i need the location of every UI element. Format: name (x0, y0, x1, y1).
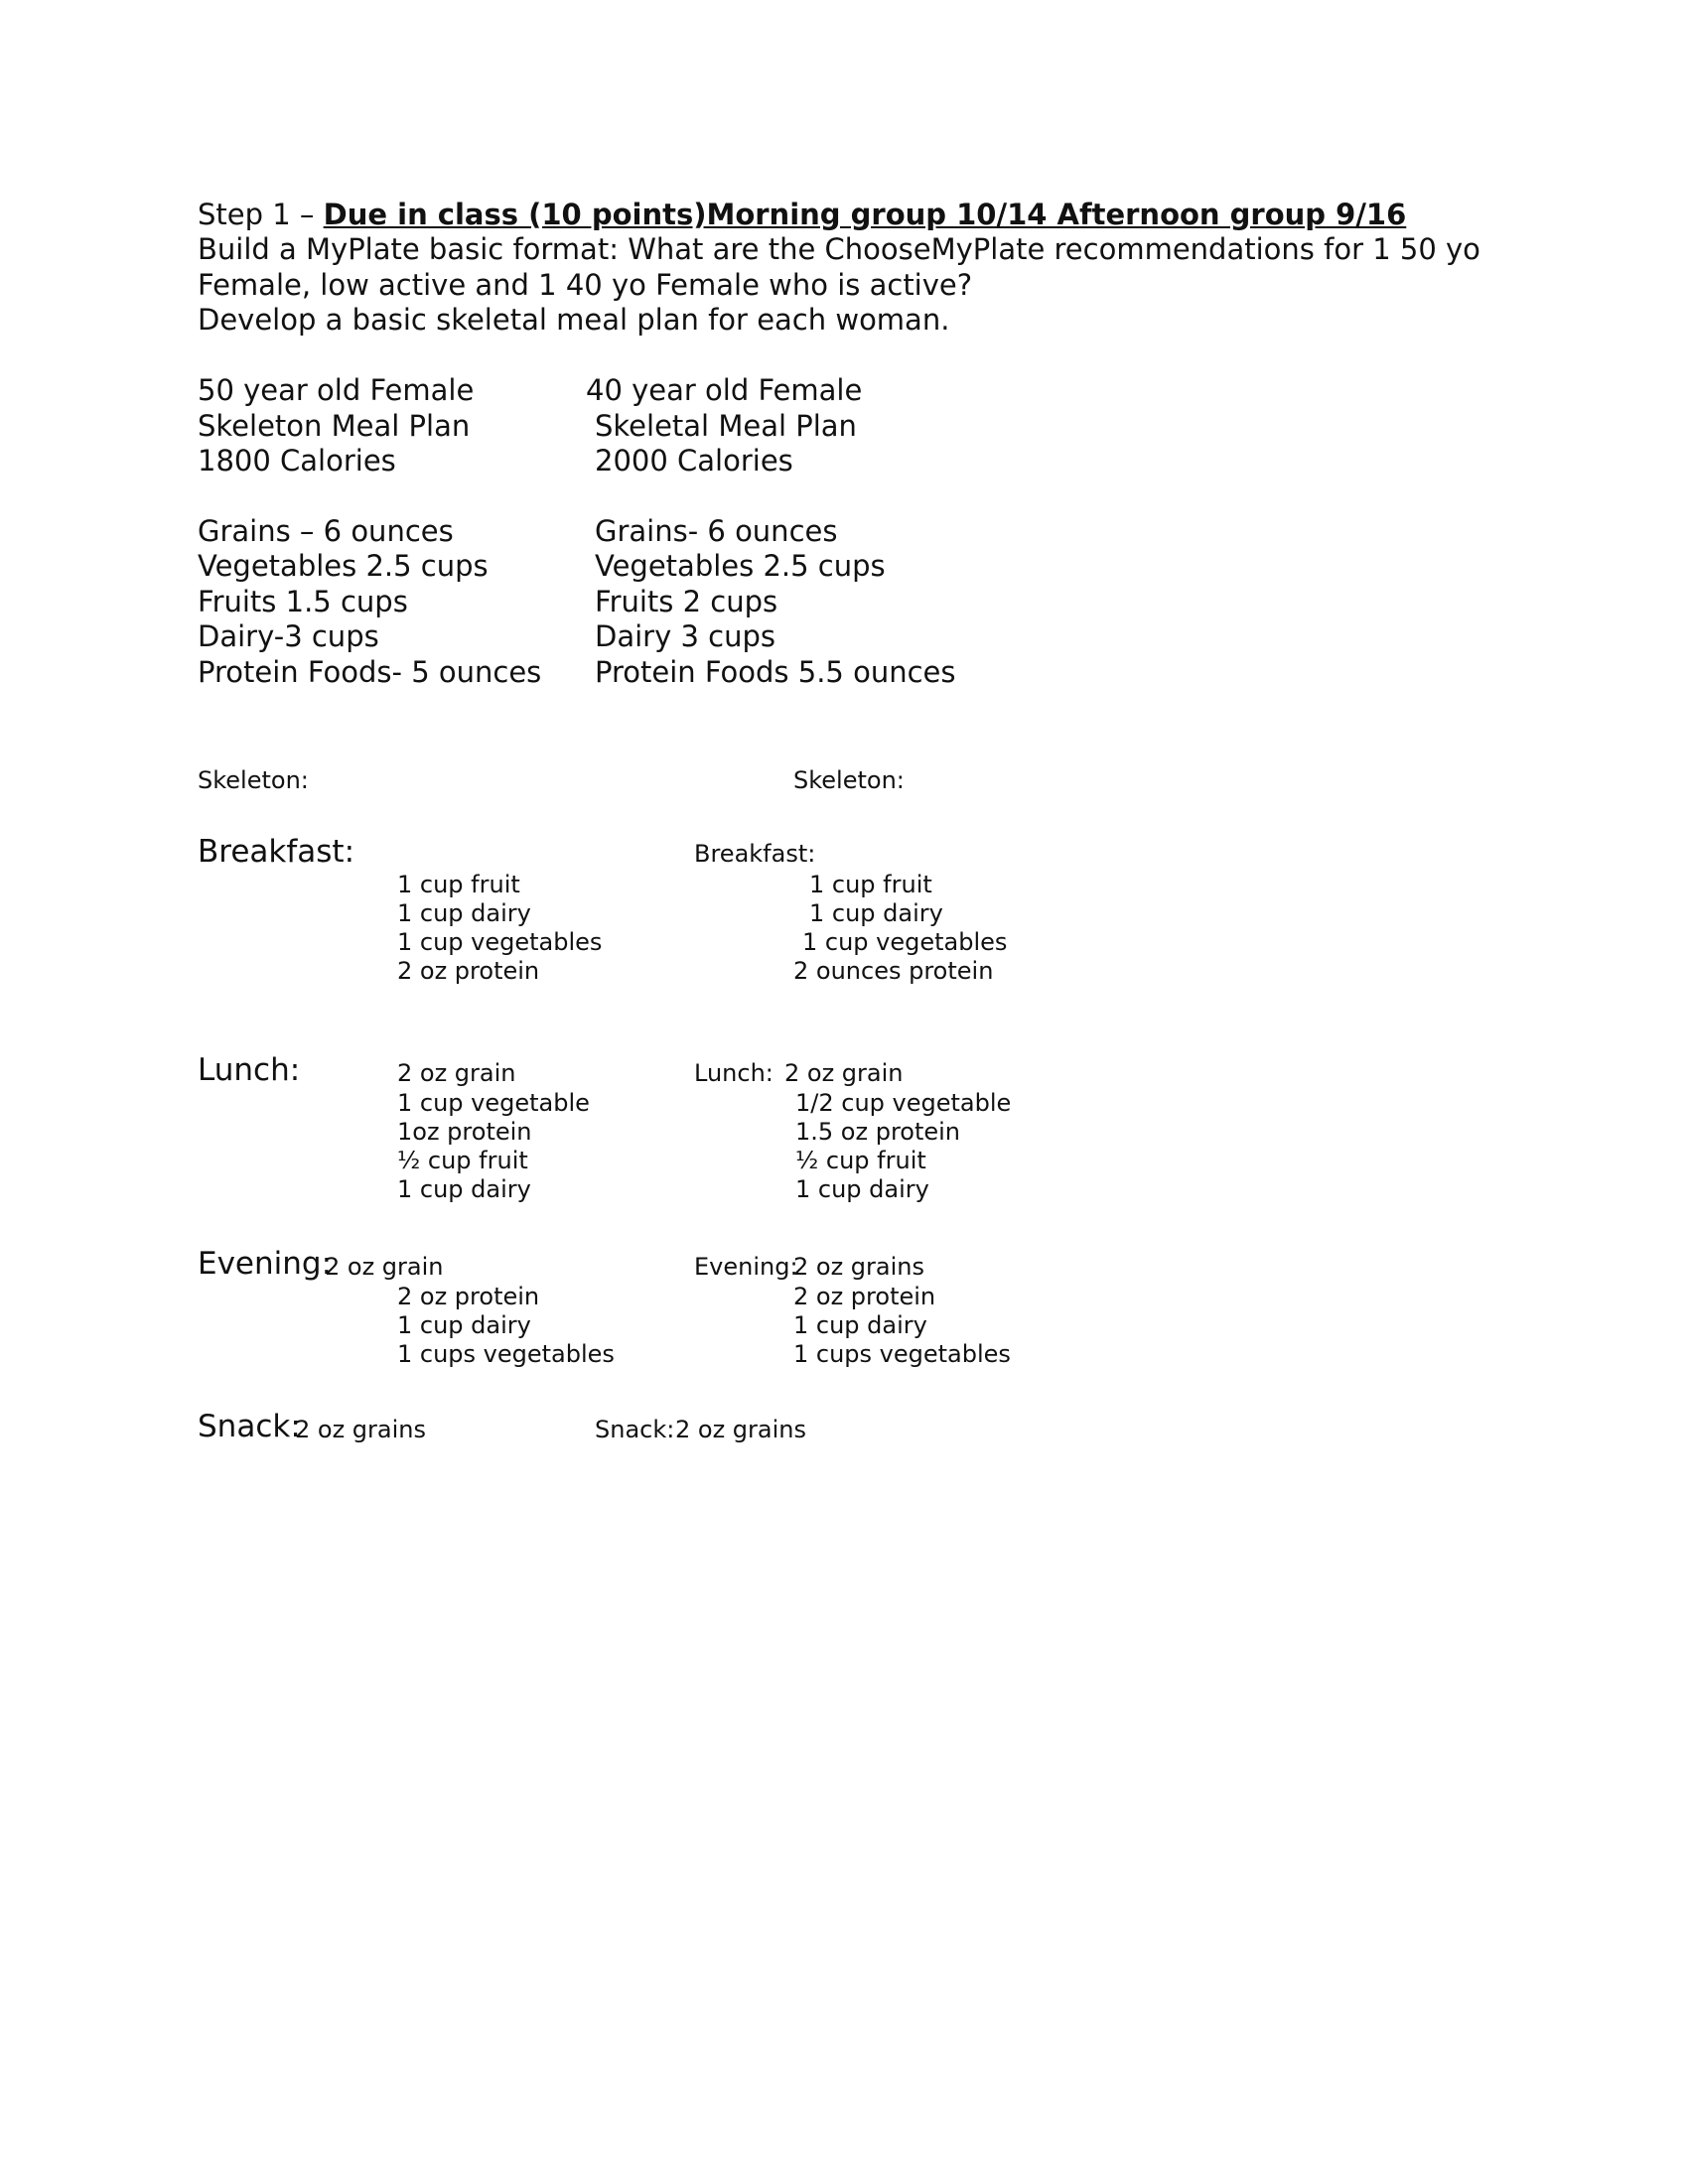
right-evening-item: 1 cups vegetables (793, 1340, 1011, 1368)
left-breakfast-item: 1 cup fruit (397, 871, 520, 898)
left-plan: Skeleton Meal Plan (198, 409, 471, 443)
right-breakfast-item: 1 cup dairy (809, 899, 943, 927)
left-snack-item: 2 oz grains (295, 1416, 426, 1443)
right-breakfast-item: 1 cup vegetables (802, 928, 1008, 956)
right-breakfast-item: 2 ounces protein (793, 957, 994, 985)
intro-line-2: Female, low active and 1 40 yo Female who is active? (198, 268, 973, 302)
right-skeleton-label: Skeleton: (793, 766, 905, 794)
right-group-protein: Protein Foods 5.5 ounces (595, 655, 956, 689)
right-lunch-item: 1.5 oz protein (795, 1118, 961, 1146)
intro-line-1: Build a MyPlate basic format: What are the ChooseMyPlate recommendations for 1 50 yo (198, 232, 1480, 266)
left-group-dairy: Dairy-3 cups (198, 619, 379, 653)
right-breakfast-item: 1 cup fruit (809, 871, 932, 898)
left-evening-item: 2 oz protein (397, 1283, 540, 1310)
right-lunch-item: 1/2 cup vegetable (795, 1089, 1012, 1117)
left-lunch-label: Lunch: (198, 1052, 301, 1088)
right-title: 40 year old Female (586, 373, 863, 407)
left-breakfast-item: 1 cup dairy (397, 899, 531, 927)
right-calories: 2000 Calories (595, 444, 793, 478)
intro-line-3: Develop a basic skeletal meal plan for each woman. (198, 303, 950, 337)
left-group-fruits: Fruits 1.5 cups (198, 585, 408, 618)
left-breakfast-label: Breakfast: (198, 834, 355, 870)
left-group-vegetables: Vegetables 2.5 cups (198, 549, 489, 583)
right-snack-item: 2 oz grains (675, 1416, 806, 1443)
right-lunch-item: ½ cup fruit (795, 1147, 926, 1174)
right-group-fruits: Fruits 2 cups (595, 585, 778, 618)
right-plan: Skeletal Meal Plan (595, 409, 857, 443)
left-breakfast-item: 1 cup vegetables (397, 928, 603, 956)
left-title: 50 year old Female (198, 373, 475, 407)
right-group-grains: Grains- 6 ounces (595, 514, 838, 548)
left-skeleton-label: Skeleton: (198, 766, 309, 794)
step-heading (198, 198, 1407, 231)
right-evening-first: 2 oz grains (793, 1253, 924, 1281)
left-group-protein: Protein Foods- 5 ounces (198, 655, 542, 689)
right-group-dairy: Dairy 3 cups (595, 619, 775, 653)
right-evening-item: 1 cup dairy (793, 1311, 927, 1339)
left-lunch-item: 1oz protein (397, 1118, 532, 1146)
left-calories: 1800 Calories (198, 444, 396, 478)
left-evening-label: Evening: (198, 1246, 333, 1282)
right-evening-label: Evening: (694, 1253, 798, 1281)
left-lunch-item: 1 cup vegetable (397, 1089, 590, 1117)
right-lunch-item: 1 cup dairy (795, 1175, 929, 1203)
step-prefix: Step 1 – (198, 198, 324, 231)
left-evening-first: 2 oz grain (325, 1253, 444, 1281)
right-evening-item: 2 oz protein (793, 1283, 936, 1310)
left-lunch-item: 1 cup dairy (397, 1175, 531, 1203)
left-breakfast-item: 2 oz protein (397, 957, 540, 985)
left-evening-item: 1 cups vegetables (397, 1340, 615, 1368)
right-group-vegetables: Vegetables 2.5 cups (595, 549, 886, 583)
left-evening-item: 1 cup dairy (397, 1311, 531, 1339)
right-breakfast-label: Breakfast: (694, 840, 816, 868)
right-lunch-label: Lunch: (694, 1059, 774, 1087)
right-snack-label: Snack: (595, 1416, 675, 1443)
right-lunch-first: 2 oz grain (784, 1059, 904, 1087)
left-lunch-item: 2 oz grain (397, 1059, 516, 1087)
left-snack-label: Snack: (198, 1409, 301, 1444)
due-date-text: Due in class (10 points)Morning group 10/14 Afternoon group 9/16 (323, 198, 1407, 231)
left-lunch-item: ½ cup fruit (397, 1147, 528, 1174)
left-group-grains: Grains – 6 ounces (198, 514, 454, 548)
